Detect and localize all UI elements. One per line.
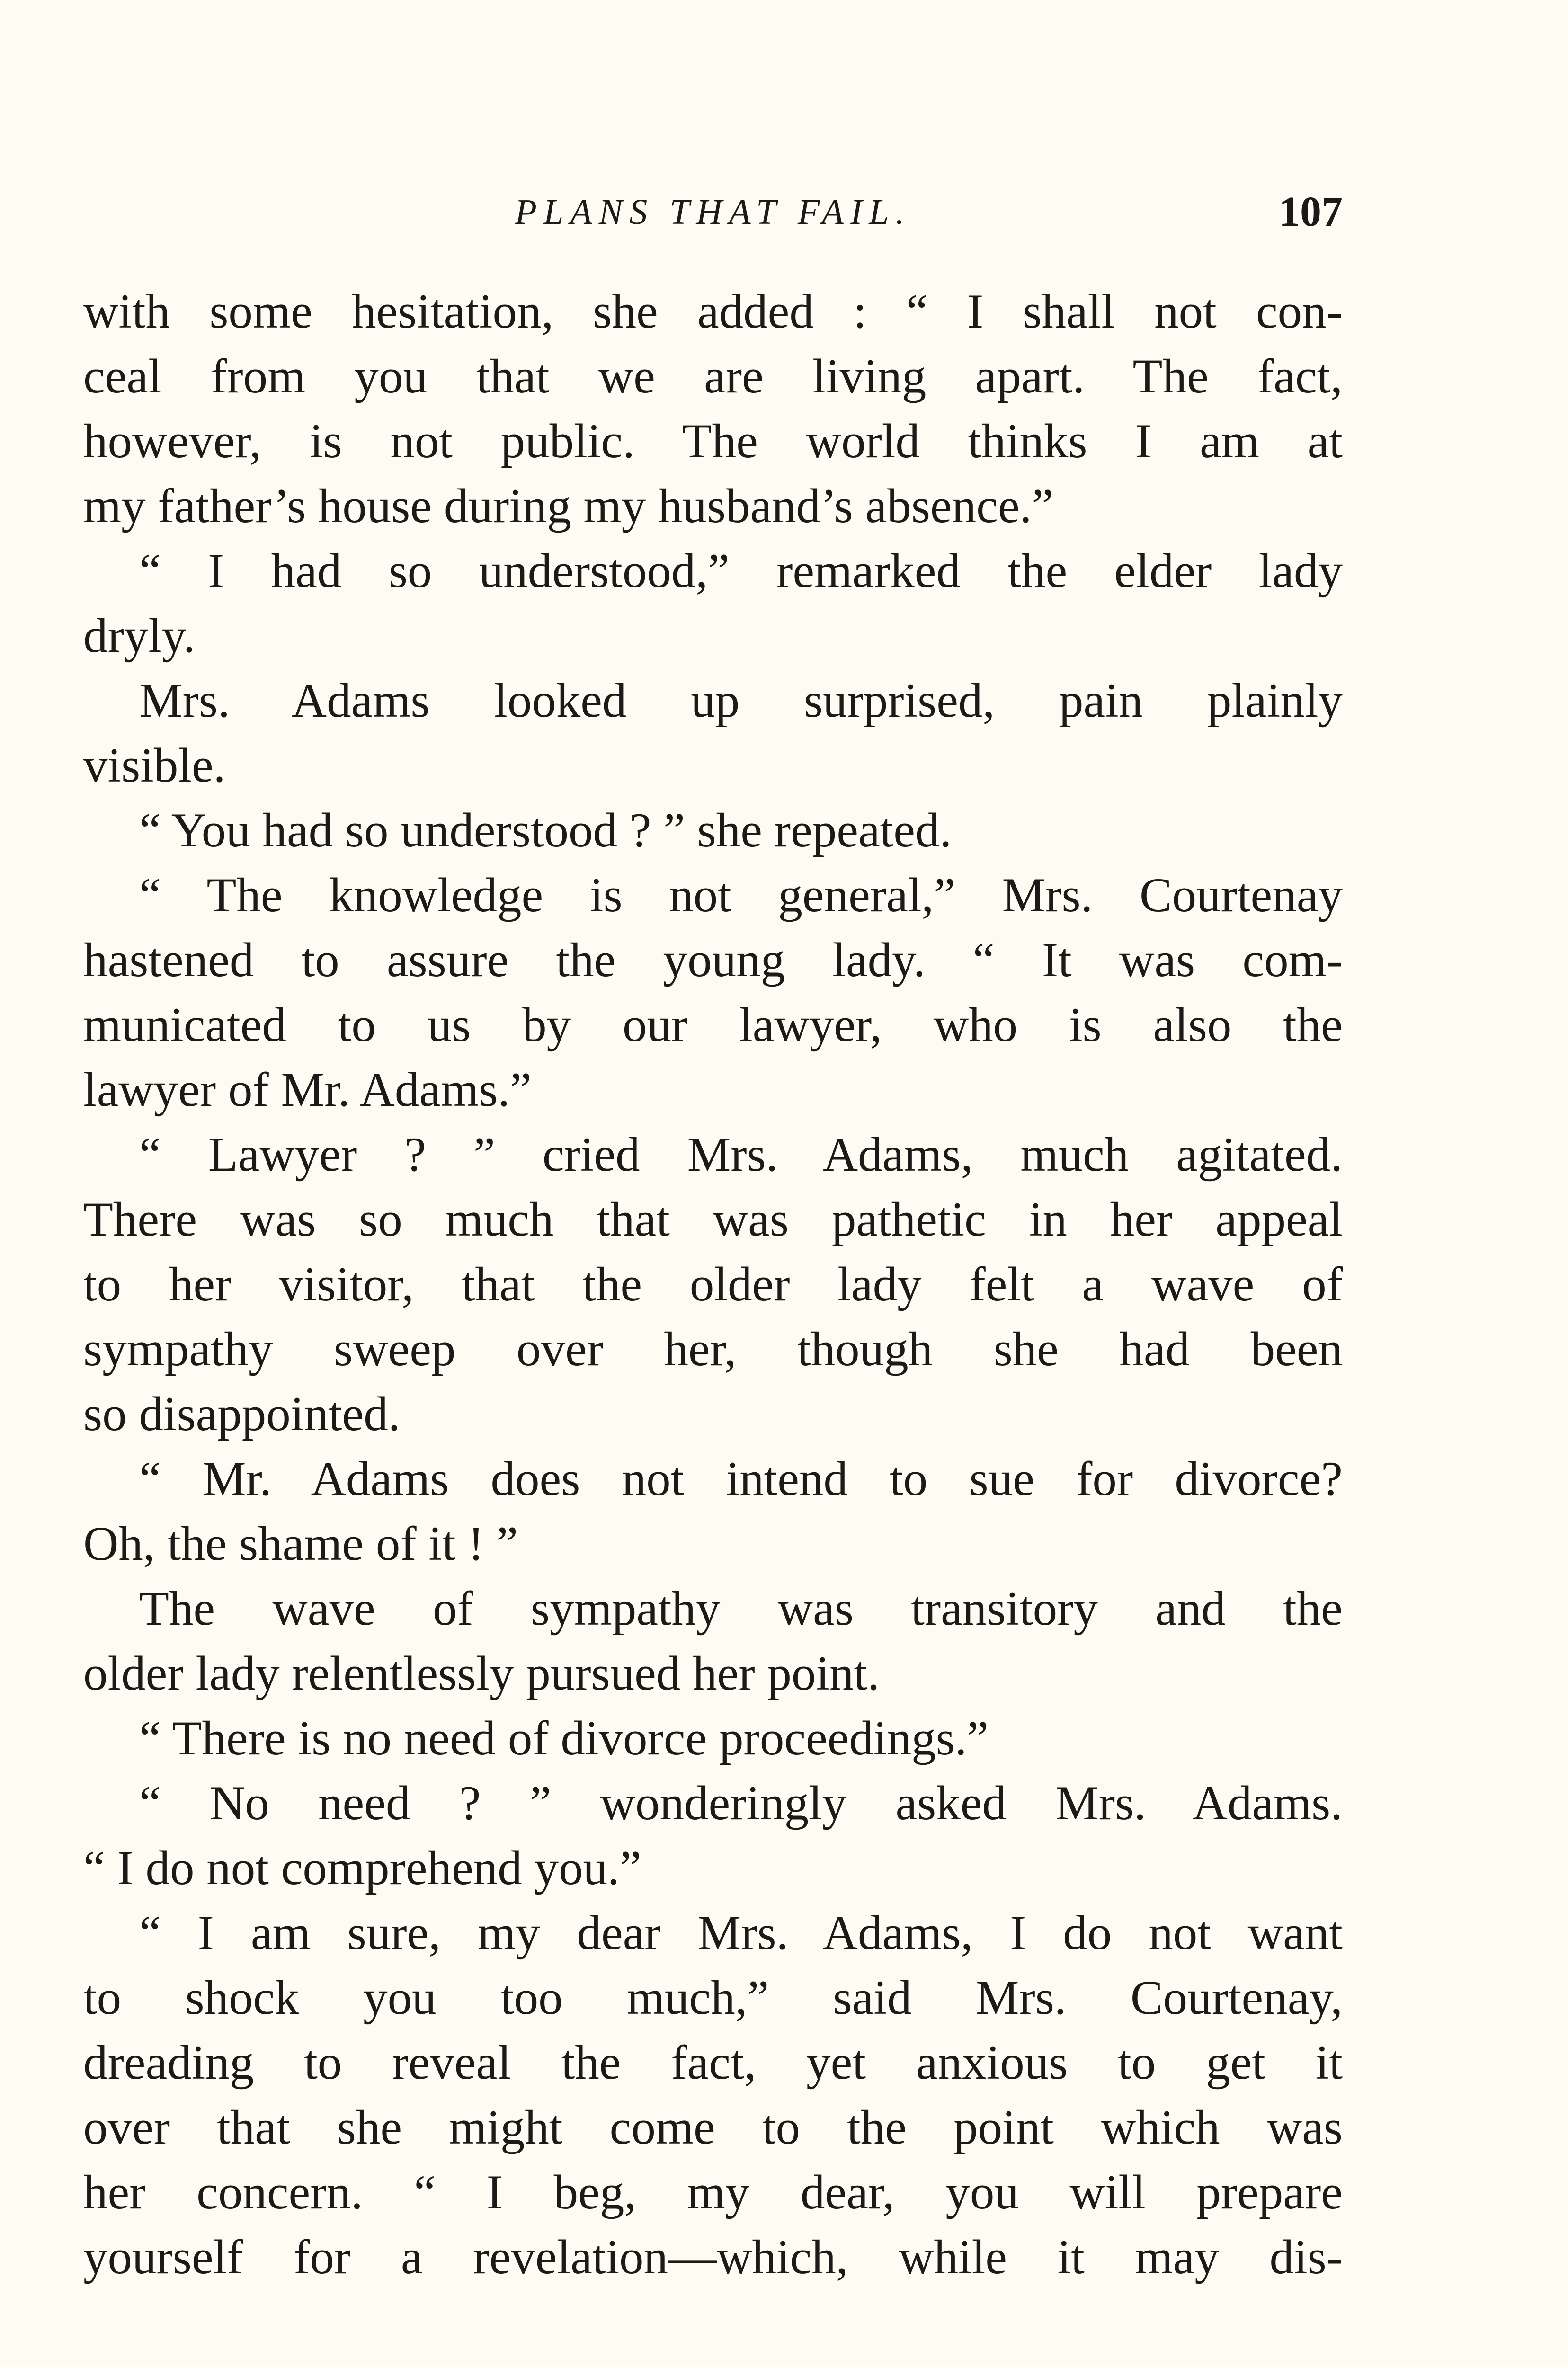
page-number: 107 <box>1279 188 1343 235</box>
text-line: dreading to reveal the fact, yet anxious to get it <box>83 2036 1343 2090</box>
text-line: visible. <box>83 739 226 792</box>
text-line: my father’s house during my husband’s absence.” <box>83 479 1054 533</box>
running-title: PLANS THAT FAIL. <box>515 192 911 232</box>
text-line: however, is not public. The world thinks I am at <box>83 414 1343 468</box>
text-line: Mrs. Adams looked up surprised, pain plainly <box>139 674 1343 728</box>
text-line: “ The knowledge is not general,” Mrs. Courtenay <box>139 868 1343 922</box>
text-line: so disappointed. <box>83 1387 401 1441</box>
text-line: to her visitor, that the older lady felt a wave of <box>83 1257 1343 1311</box>
text-line: ceal from you that we are living apart. The fact, <box>83 349 1343 403</box>
text-line: There was so much that was pathetic in her appeal <box>83 1192 1343 1246</box>
text-line: dryly. <box>83 609 196 663</box>
text-line: lawyer of Mr. Adams.” <box>83 1063 532 1117</box>
text-line: over that she might come to the point which was <box>83 2100 1343 2154</box>
text-line: “ No need ? ” wonderingly asked Mrs. Adams. <box>139 1776 1343 1830</box>
text-line: “ You had so understood ? ” she repeated. <box>139 803 952 857</box>
text-line: yourself for a revelation—which, while it may dis- <box>83 2230 1343 2284</box>
text-line: “ I had so understood,” remarked the elder lady <box>139 544 1343 598</box>
text-line: The wave of sympathy was transitory and the <box>139 1582 1343 1636</box>
text-line: Oh, the shame of it ! ” <box>83 1517 518 1571</box>
text-line: municated to us by our lawyer, who is also the <box>83 998 1343 1052</box>
text-line: “ Mr. Adams does not intend to sue for divorce? <box>139 1452 1343 1506</box>
running-head <box>83 184 1343 240</box>
text-line: hastened to assure the young lady. “ It was com- <box>83 933 1343 987</box>
text-line: “ I do not comprehend you.” <box>83 1841 641 1895</box>
body-text <box>83 279 1343 2290</box>
text-line: “ I am sure, my dear Mrs. Adams, I do not want <box>139 1906 1343 1960</box>
text-line: older lady relentlessly pursued her point. <box>83 1646 880 1700</box>
text-line: her concern. “ I beg, my dear, you will prepare <box>83 2165 1343 2219</box>
text-line: sympathy sweep over her, though she had been <box>83 1322 1343 1376</box>
text-line: to shock you too much,” said Mrs. Courtenay, <box>83 1971 1343 2025</box>
text-line: with some hesitation, she added : “ I shall not con- <box>83 285 1343 338</box>
text-line: “ There is no need of divorce proceedings.” <box>139 1711 989 1765</box>
text-line: “ Lawyer ? ” cried Mrs. Adams, much agitated. <box>139 1128 1343 1182</box>
